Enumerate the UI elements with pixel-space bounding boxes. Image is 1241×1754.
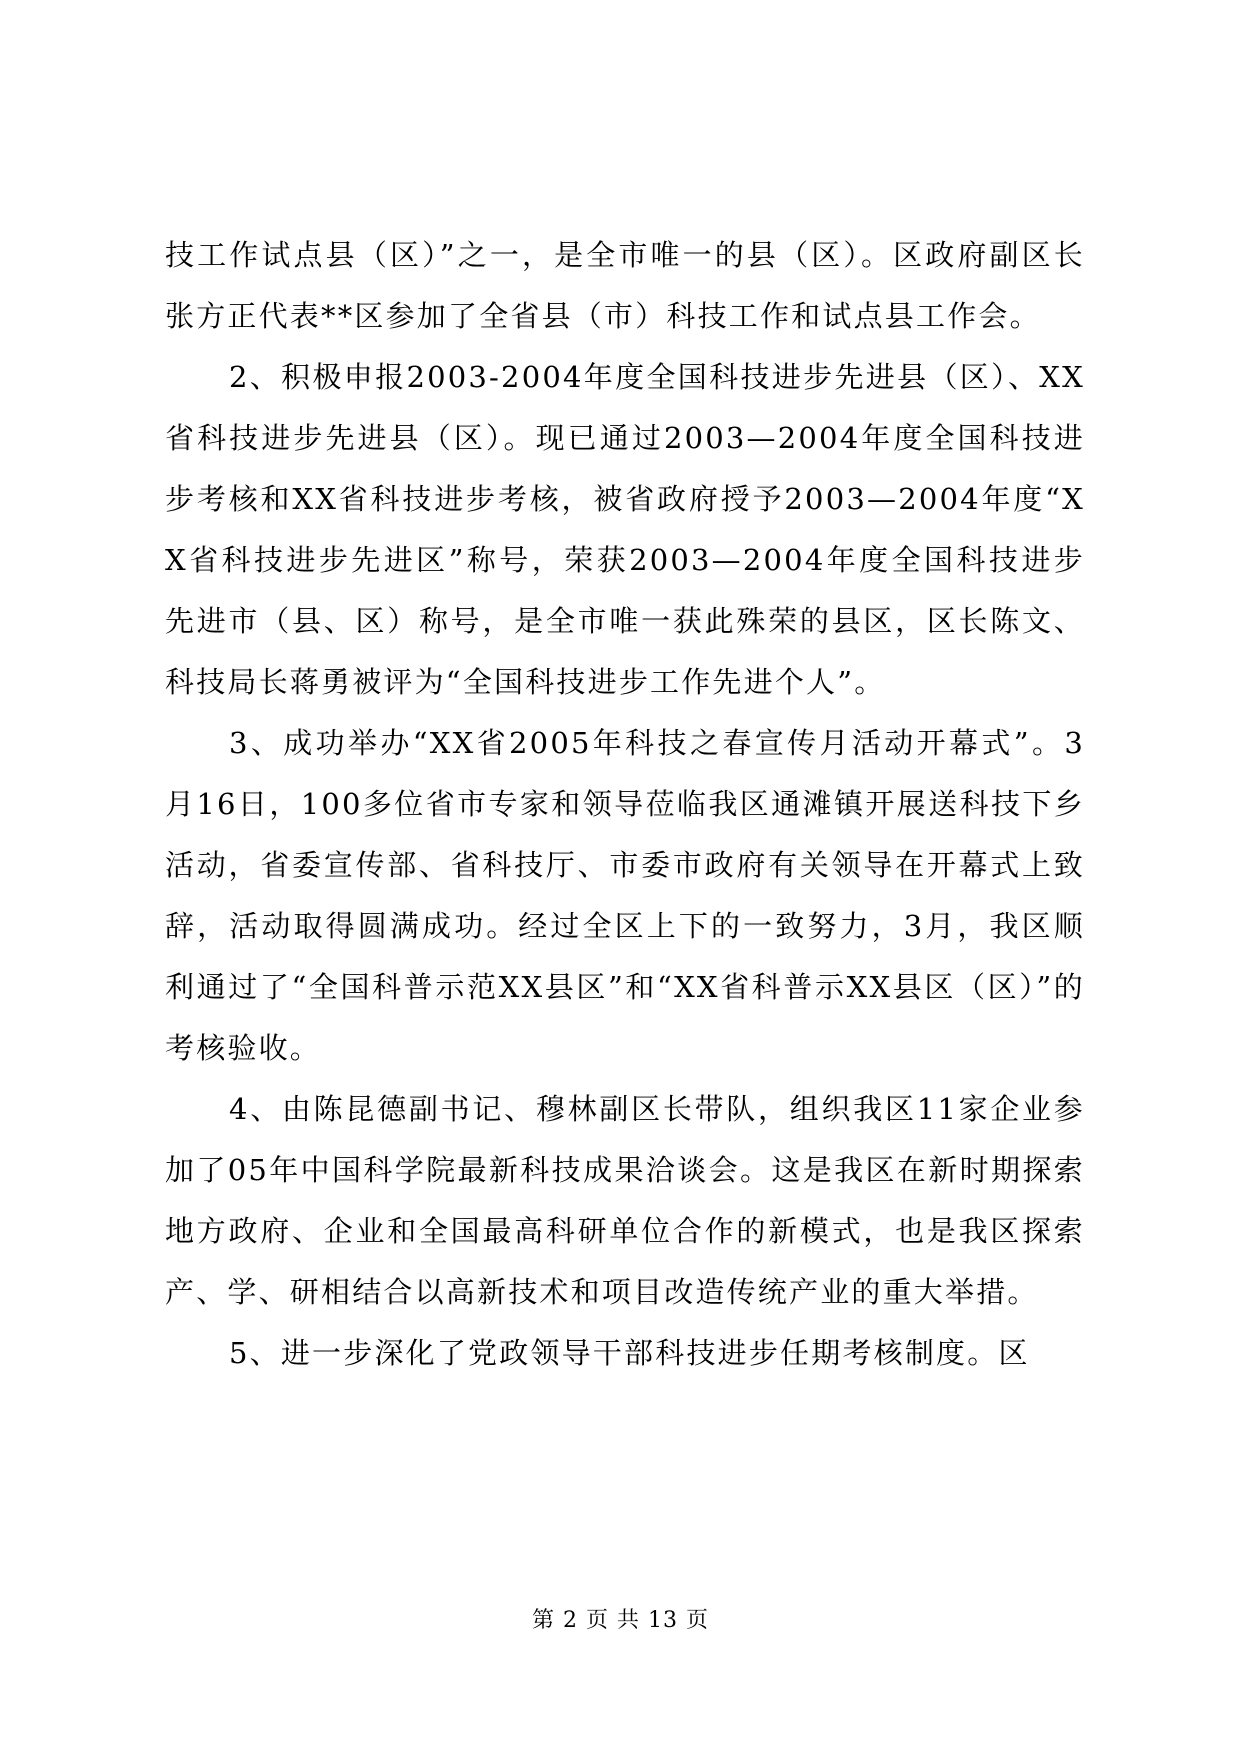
page-footer: [0, 1606, 1241, 1636]
paragraph-item-4: 4、由陈昆德副书记、穆林副区长带队，组织我区11家企业参加了05年中国科学院最新科技成果洽谈会。这是我区在新时期探索地方政府、企业和全国最高科研单位合作的新模式，也是我区探索产、学、研相结合以高新技术和项目改造传统产业的重大举措。: [165, 1092, 1085, 1309]
paragraph-continuation: 技工作试点县（区）”之一，是全市唯一的县（区）。区政府副区长张方正代表**区参加了全省县（市）科技工作和试点县工作会。: [165, 238, 1085, 333]
paragraph-item-2: 2、积极申报2003-2004年度全国科技进步先进县（区）、XX省科技进步先进县（区）。现已通过2003—2004年度全国科技进步考核和XX省科技进步考核，被省政府授予2003—2004年度“XX省科技进步先进区”称号，荣获2003—2004年度全国科技进步先进市（县、区）称号，是全市唯一获此殊荣的县区，区长陈文、科技局长蒋勇被评为“全国科技进步工作先进个人”。: [165, 360, 1085, 699]
document-body: [165, 225, 1085, 1384]
paragraph-item-5: 5、进一步深化了党政领导干部科技进步任期考核制度。区: [229, 1336, 1030, 1370]
paragraph-item-3: 3、成功举办“XX省2005年科技之春宣传月活动开幕式”。3月16日，100多位省市专家和领导莅临我区通滩镇开展送科技下乡活动，省委宣传部、省科技厅、市委市政府有关领导在开幕式上致辞，活动取得圆满成功。经过全区上下的一致努力，3月，我区顺利通过了“全国科普示范XX县区”和“XX省科普示XX县区（区）”的考核验收。: [165, 726, 1085, 1065]
page-number-label: 第 2 页 共 13 页: [532, 1608, 709, 1633]
